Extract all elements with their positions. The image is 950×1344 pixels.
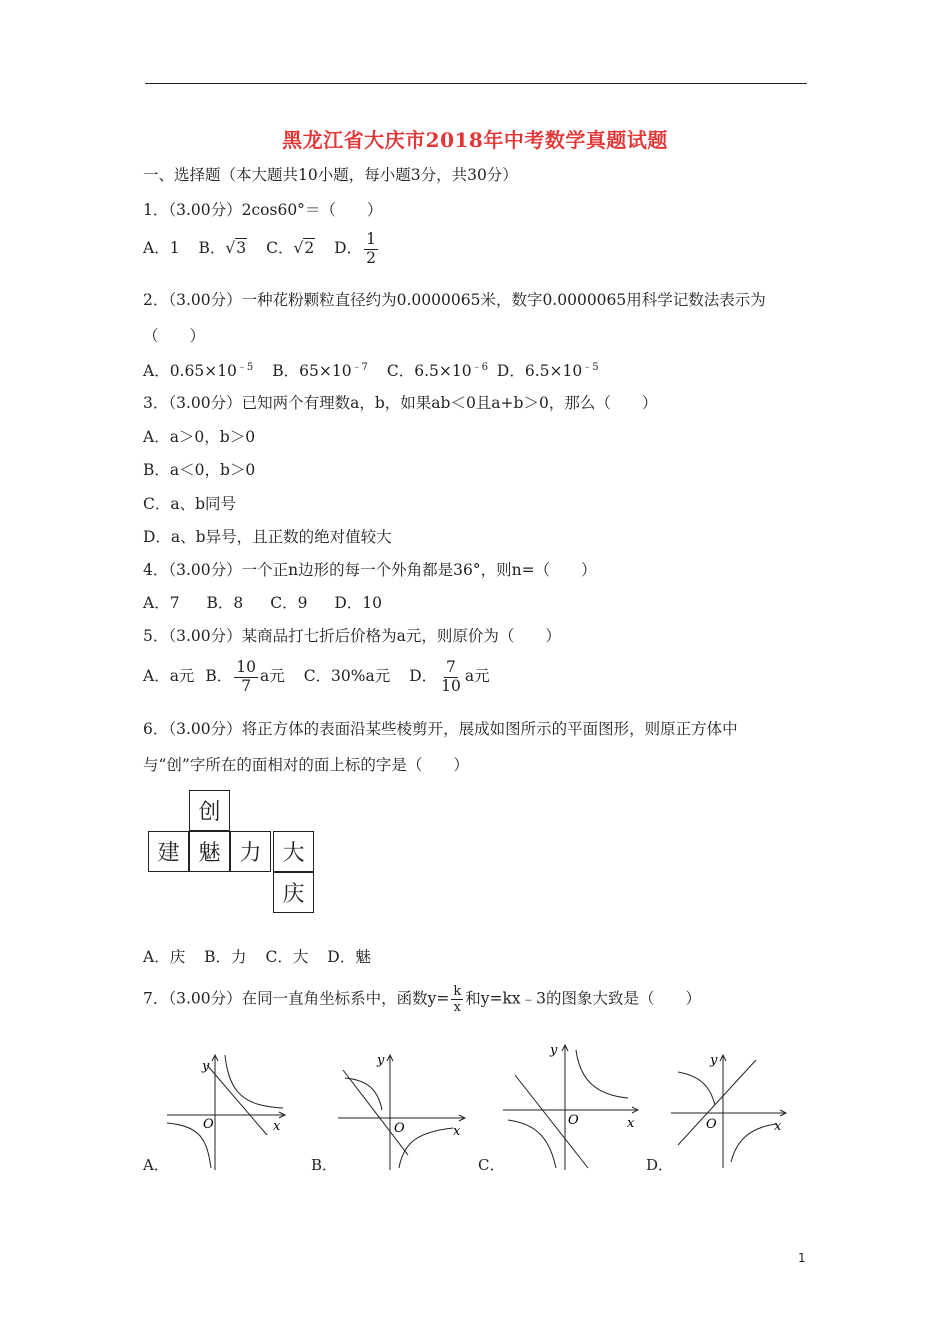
q2-option-c: [387, 358, 488, 381]
page-title: 黑龙江省大庆市2018年中考数学真题试题: [282, 128, 668, 152]
fraction: [451, 985, 463, 1014]
q2-option-d-exp: ﹣5: [582, 362, 599, 373]
net-cell: 建: [148, 831, 189, 872]
fraction: [234, 660, 258, 694]
axis-label: y: [377, 1053, 385, 1068]
page-number: 1: [798, 1251, 806, 1265]
q3-stem: 3．（3.00分）已知两个有理数a，b，如果ab＜0且a+b＞0，那么（ ）: [143, 394, 658, 412]
hyperbola-branch: [678, 1072, 715, 1105]
q1-option-c-radicand: 2: [304, 239, 315, 257]
q1-option-b-label: B．: [198, 239, 226, 257]
q6-stem-cont: 与“创”字所在的面相对的面上标的字是（ ）: [143, 756, 469, 774]
q2-option-a-text: A．0.65×10: [143, 362, 237, 380]
axis-label: y: [710, 1053, 718, 1068]
section-heading: 一、选择题（本大题共10小题，每小题3分，共30分）: [143, 166, 518, 184]
q4-option-b: B．8: [206, 594, 244, 612]
q2-options: [143, 358, 613, 381]
axis-label: x: [774, 1119, 782, 1134]
q2-option-a: [143, 358, 253, 381]
q7-stem: [143, 985, 701, 1014]
q1-option-a: A．1: [143, 239, 180, 257]
graph-label-c: C．: [478, 1156, 505, 1174]
q5-option-d-num: 7: [446, 658, 456, 676]
q2-option-b-exp: ﹣7: [351, 362, 368, 373]
q3-option-c: C．a、b同号: [143, 495, 237, 513]
graph-label-d: D．: [646, 1156, 674, 1174]
q5-option-a: A．a元: [143, 667, 195, 685]
hyperbola-branch: [399, 1128, 453, 1168]
net-cell: 大: [273, 831, 314, 872]
origin-label: O: [394, 1121, 405, 1136]
fraction: [439, 660, 463, 694]
q5-option-b: [205, 660, 284, 694]
q6-option-a: A．庆: [143, 948, 186, 966]
net-cell: 创: [189, 790, 230, 831]
q6-option-b: B．力: [204, 948, 247, 966]
q6-options: [143, 945, 385, 967]
hyperbola-branch: [345, 1078, 382, 1110]
q5-option-d: [409, 660, 489, 694]
q1-option-c: [266, 236, 315, 258]
q2-stem-cont: （ ）: [143, 327, 206, 345]
q1-option-b-radicand: 3: [236, 239, 247, 257]
fraction: [364, 232, 378, 266]
origin-label: O: [568, 1113, 579, 1128]
q2-option-d: [497, 358, 599, 381]
q6-option-c: C．大: [265, 948, 309, 966]
line-graph: [207, 1065, 267, 1135]
q4-option-c: C．9: [270, 594, 308, 612]
q2-option-a-exp: ﹣5: [236, 362, 254, 373]
axis-label: y: [550, 1043, 558, 1058]
axis-label: y: [202, 1059, 210, 1074]
q1-options: [143, 232, 394, 266]
q1-option-d-num: 1: [366, 230, 376, 248]
q5-option-c: C．30%a元: [303, 667, 391, 685]
graph-d: [668, 1050, 793, 1175]
q7-frac-num: k: [453, 984, 462, 999]
q6-stem: 6．（3.00分）将正方体的表面沿某些棱剪开，展成如图所示的平面图形，则原正方体中: [143, 720, 738, 738]
q5-option-d-den: 10: [441, 676, 461, 695]
q1-option-c-label: C．: [266, 239, 294, 257]
line-graph: [678, 1060, 756, 1145]
q4-option-d: D．10: [334, 594, 383, 612]
q7-stem-post: 和y=kx﹣3的图象大致是（ ）: [465, 989, 702, 1008]
axis-label: x: [627, 1116, 635, 1131]
q1-option-d: [334, 232, 380, 266]
graph-label-b: B．: [311, 1156, 338, 1174]
q5-option-b-tail: a元: [260, 667, 285, 685]
q4-option-a: A．7: [143, 594, 180, 612]
q1-option-b: [199, 236, 248, 258]
hyperbola-branch: [576, 1050, 628, 1098]
q2-option-b-text: B．65×10: [272, 362, 352, 380]
q1-option-d-den: 2: [366, 248, 376, 267]
q5-stem: 5．（3.00分）某商品打七折后价格为a元，则原价为（ ）: [143, 627, 561, 645]
q2-option-d-text: D．6.5×10: [496, 362, 583, 380]
hyperbola-branch: [731, 1124, 776, 1162]
hyperbola-branch: [225, 1055, 283, 1108]
sqrt-symbol: √3: [225, 239, 247, 257]
q2-option-c-text: C．6.5×10: [386, 362, 472, 380]
q3-option-d: D．a、b异号，且正数的绝对值较大: [143, 528, 392, 546]
origin-label: O: [203, 1117, 214, 1132]
graph-b: [333, 1050, 473, 1175]
origin-label: O: [706, 1117, 717, 1132]
q5-options: [143, 660, 504, 694]
q5-option-b-label: B．: [205, 667, 233, 685]
axis-label: x: [273, 1119, 281, 1134]
graph-a: [165, 1050, 290, 1175]
graph-c: [500, 1040, 645, 1175]
graph-label-a: A．: [143, 1156, 169, 1174]
q1-option-d-label: D．: [334, 239, 363, 257]
line-graph: [343, 1070, 408, 1155]
q4-options: [143, 591, 396, 613]
axis-label: x: [453, 1124, 461, 1139]
net-cell: 魅: [189, 831, 230, 872]
q6-option-d: D．魅: [327, 948, 371, 966]
q5-option-b-num: 10: [236, 658, 256, 676]
net-cell: 力: [230, 831, 271, 872]
q5-option-d-tail: a元: [464, 667, 490, 685]
q3-option-b: B．a＜0，b＞0: [143, 461, 256, 479]
sqrt-symbol: √2: [293, 239, 315, 257]
q3-option-a: A．a＞0，b＞0: [143, 428, 256, 446]
hyperbola-branch: [508, 1120, 556, 1168]
q7-stem-pre: 7．（3.00分）在同一直角坐标系中，函数y=: [143, 989, 450, 1008]
q1-stem: 1．（3.00分）2cos60°＝（ ）: [143, 201, 383, 219]
q2-stem: 2．（3.00分）一种花粉颗粒直径约为0.0000065米，数字0.0000065用科学记数法表示为: [143, 291, 766, 309]
q5-option-d-label: D．: [409, 667, 438, 685]
net-cell: 庆: [273, 872, 314, 913]
q5-option-b-den: 7: [241, 676, 252, 695]
header-rule: [145, 83, 807, 84]
q2-option-c-exp: ﹣6: [471, 362, 488, 373]
q4-stem: 4．（3.00分）一个正n边形的每一个外角都是36°，则n=（ ）: [143, 561, 597, 579]
q7-frac-den: x: [453, 1000, 461, 1015]
q2-option-b: [272, 358, 368, 381]
